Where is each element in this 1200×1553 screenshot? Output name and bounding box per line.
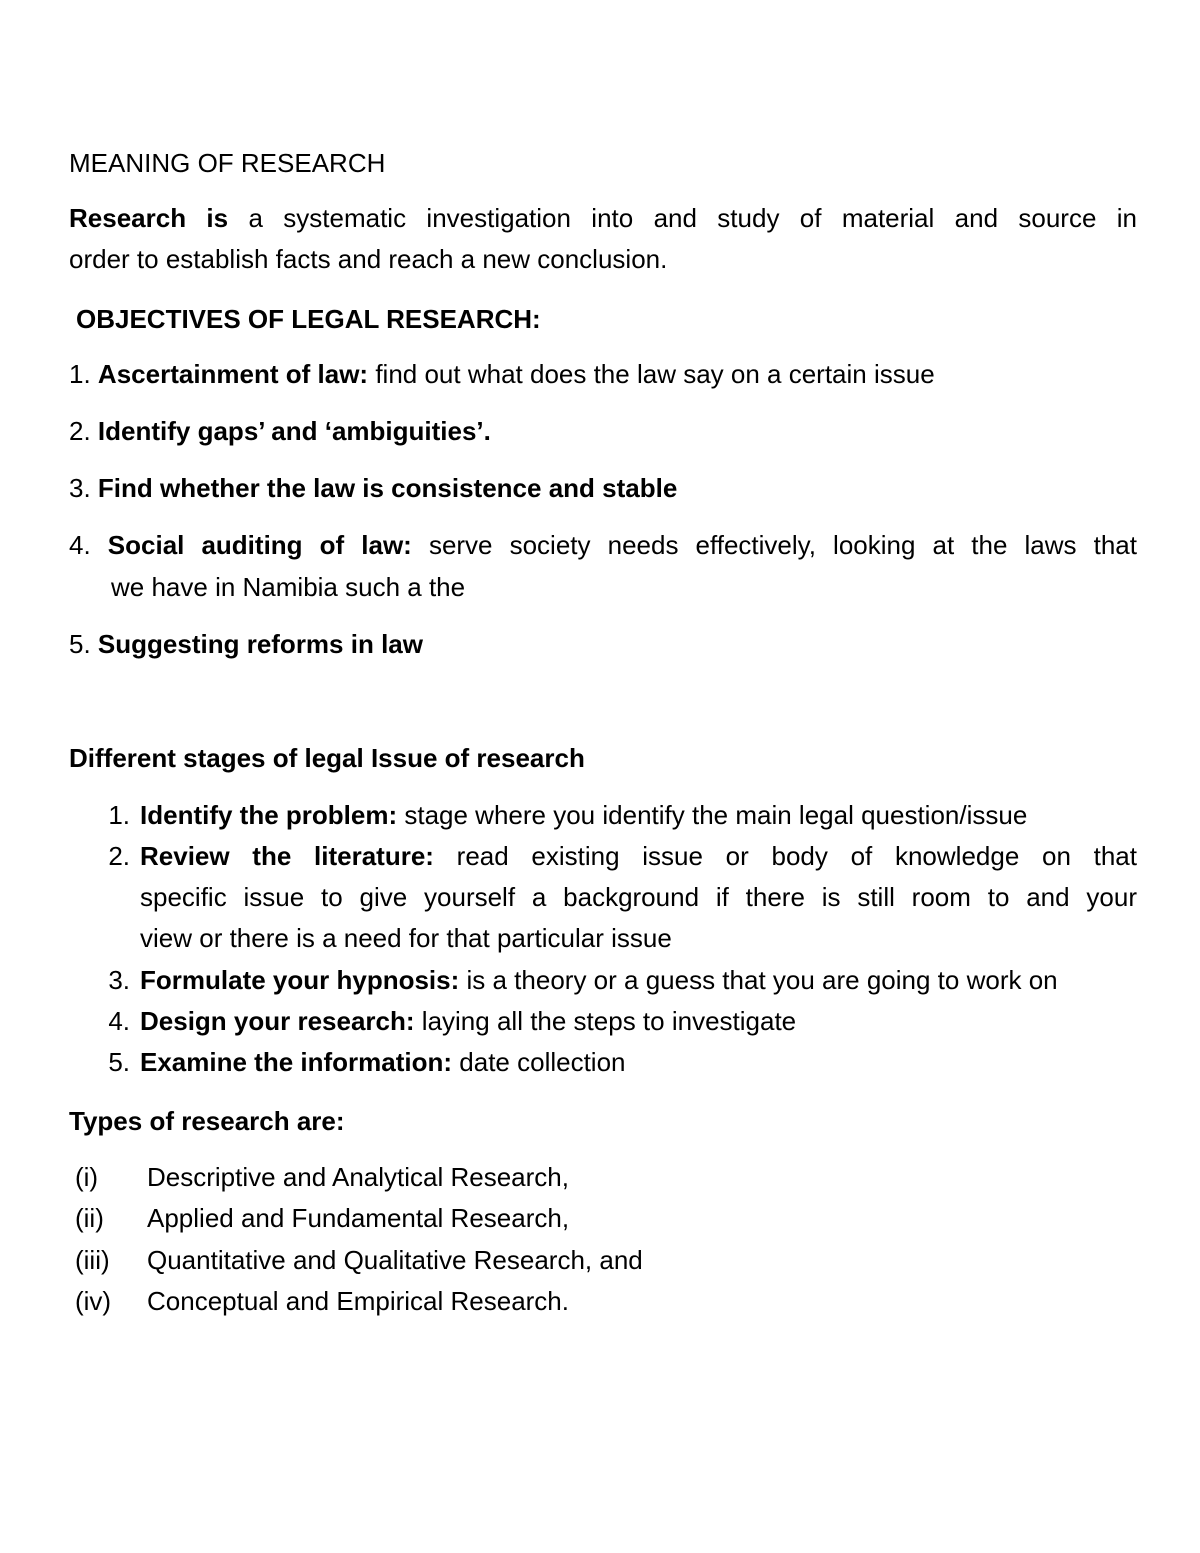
objective-continuation: we have in Namibia such a the xyxy=(111,572,466,602)
type-number: (i) xyxy=(75,1162,99,1192)
stage-number: 4. xyxy=(108,1006,130,1036)
objective-title: Identify gaps’ and ‘ambiguities’. xyxy=(97,416,491,446)
definition-text: a systematic investigation into and study of material and source in xyxy=(248,203,1137,233)
type-text: Applied and Fundamental Research, xyxy=(147,1203,570,1233)
stage-text: date collection xyxy=(459,1047,626,1077)
objective-item xyxy=(69,471,677,505)
stage-text: laying all the steps to investigate xyxy=(421,1006,797,1036)
stage-title: Review the literature: xyxy=(140,841,434,871)
objective-number: 2. xyxy=(69,416,91,446)
type-number: (ii) xyxy=(75,1203,104,1233)
stage-text: stage where you identify the main legal question/issue xyxy=(404,800,1028,830)
heading-stages: Different stages of legal Issue of research xyxy=(69,743,585,773)
objective-title: Find whether the law is consistence and stable xyxy=(97,473,678,503)
type-text: Conceptual and Empirical Research. xyxy=(147,1286,569,1316)
definition-term: Research is xyxy=(69,203,229,233)
objective-item xyxy=(69,357,935,391)
stage-number: 2. xyxy=(108,841,130,871)
objective-number: 4. xyxy=(69,530,91,560)
type-text: Descriptive and Analytical Research, xyxy=(147,1162,569,1192)
stage-text: read existing issue or body of knowledge on that xyxy=(456,841,1137,871)
stage-title: Examine the information: xyxy=(140,1047,453,1077)
objective-title: Suggesting reforms in law xyxy=(97,629,423,659)
heading-meaning-of-research: MEANING OF RESEARCH xyxy=(69,148,386,178)
objective-text: serve society needs effectively, looking at the laws that xyxy=(428,530,1137,560)
stage-item xyxy=(140,839,1137,873)
objective-number: 5. xyxy=(69,629,91,659)
objective-title: Social auditing of law: xyxy=(107,530,412,560)
stage-title: Formulate your hypnosis: xyxy=(140,965,460,995)
stage-item xyxy=(140,1004,796,1038)
heading-types: Types of research are: xyxy=(69,1106,345,1136)
objective-number: 1. xyxy=(69,359,91,389)
stage-number: 3. xyxy=(108,965,130,995)
definition-line-2: order to establish facts and reach a new conclusion. xyxy=(69,244,668,274)
stage-number: 5. xyxy=(108,1047,130,1077)
type-number: (iv) xyxy=(75,1286,112,1316)
stage-continuation: view or there is a need for that particular issue xyxy=(140,923,672,953)
heading-objectives: OBJECTIVES OF LEGAL RESEARCH: xyxy=(76,304,541,334)
definition-line-1 xyxy=(69,201,1137,235)
stage-title: Identify the problem: xyxy=(140,800,398,830)
objective-item xyxy=(69,414,491,448)
type-number: (iii) xyxy=(75,1245,110,1275)
stage-item xyxy=(140,798,1027,832)
stage-number: 1. xyxy=(108,800,130,830)
stage-text: is a theory or a guess that you are going to work on xyxy=(466,965,1058,995)
objective-text: find out what does the law say on a certain issue xyxy=(375,359,935,389)
objective-number: 3. xyxy=(69,473,91,503)
objective-item xyxy=(69,627,423,661)
stage-title: Design your research: xyxy=(140,1006,415,1036)
objective-title: Ascertainment of law: xyxy=(97,359,369,389)
stage-item xyxy=(140,1045,626,1079)
stage-item xyxy=(140,963,1058,997)
stage-continuation: specific issue to give yourself a background if there is still room to and your xyxy=(140,882,1137,912)
type-text: Quantitative and Qualitative Research, and xyxy=(147,1245,643,1275)
objective-item xyxy=(69,528,1137,562)
